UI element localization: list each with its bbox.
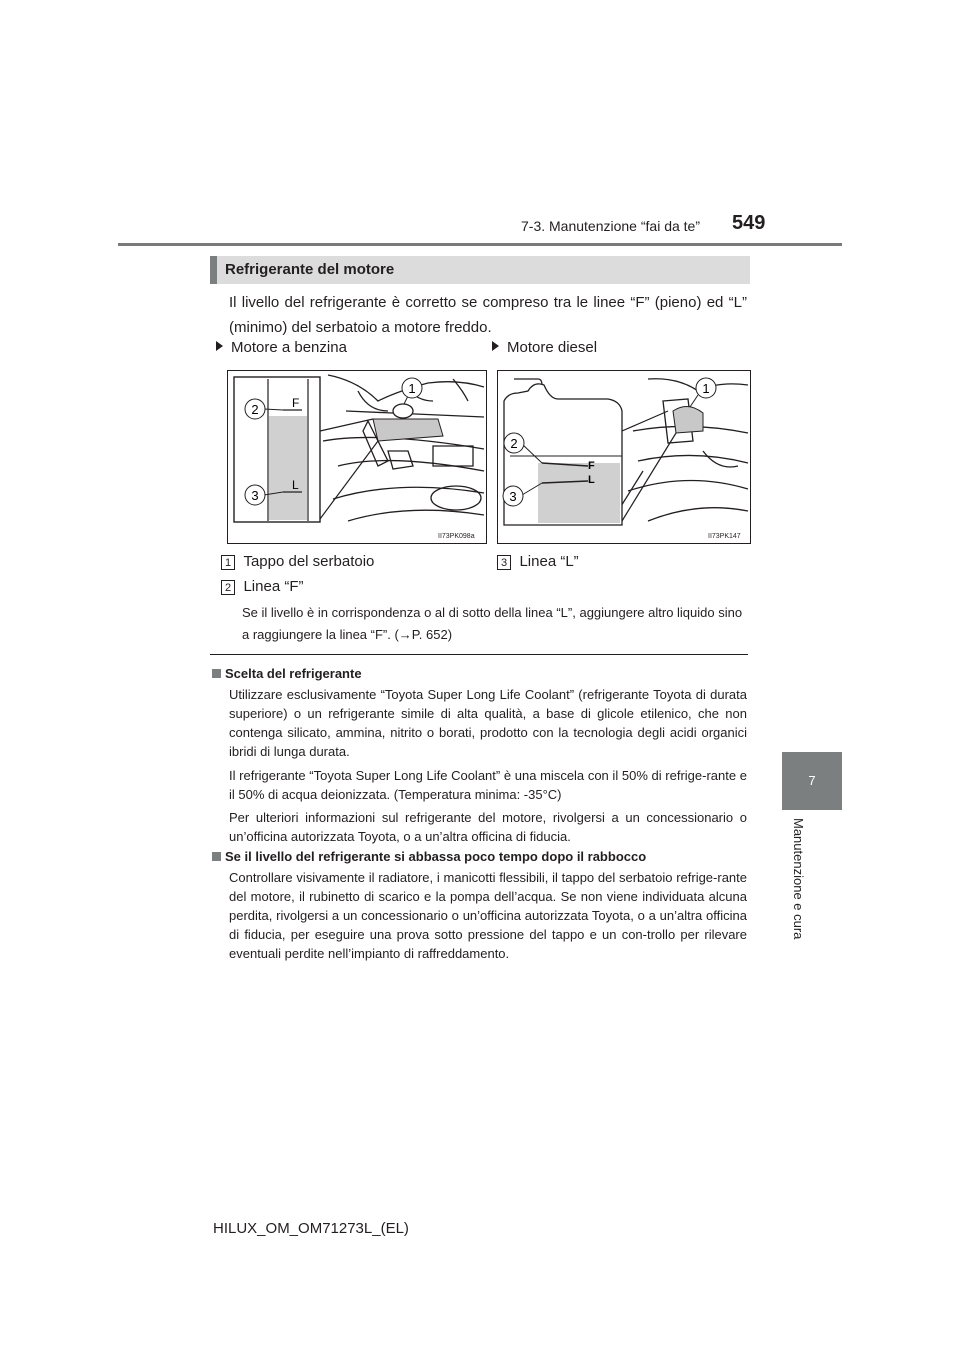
coolant-choice-paragraph-2: Il refrigerante “Toyota Super Long Life Coolant” è una miscela con il 50% di refrige-rante e il 50% di acqua deionizzata. (Temperatura minima: -35°C) [229,768,747,802]
refill-note: Se il livello è in corrispondenza o al di sotto della linea “L”, aggiungere altro liquido sino a raggiungere la linea “F”. (→P. 652) [242,605,743,642]
low-mark-label: L [588,474,595,486]
coolant-choice-paragraph-3: Per ulteriori informazioni sul refrigerante del motore, rivolgersi a un concessionario o un’officina autorizzata Toyota, o a un’altra officina di fiducia. [229,810,747,844]
diesel-engine-illustration [498,371,750,543]
petrol-engine-figure [227,370,487,544]
legend-text: Linea “F” [243,578,304,595]
legend-number: 3 [497,555,511,570]
legend-item-1 [221,553,374,571]
intro-paragraph: Il livello del refrigerante è corretto se compreso tra le linee “F” (pieno) ed “L” (minimo) del serbatoio a motore freddo. [229,294,747,336]
legend-number: 1 [221,555,235,570]
coolant-choice-heading: Scelta del refrigerante [212,666,362,681]
section-title-accent [210,256,217,284]
legend-text: Linea “L” [519,553,579,570]
running-header: 7-3. Manutenzione “fai da te” [521,218,700,234]
callout-2: 2 [510,436,518,451]
coolant-drop-paragraph: Controllare visivamente il radiatore, i manicotti flessibili, il tappo del serbatoio refrige-rante del motore, il rubinetto di scarico e la pompa dell’acqua. Se non viene individuata alcuna perdita, rivolgersi a un concessionario o un’officina autorizzata Toyota, o a un’altra officina di fiducia, per eseguire una prova sotto pressione del tappo e un con-trollo per rilevare eventuali perdite nell’impianto di raffreddamento. [229,870,747,961]
document-footer: HILUX_OM_OM71273L_(EL) [213,1220,409,1237]
callout-3: 3 [251,488,259,503]
legend-item-2 [221,578,303,596]
arrow-right-icon [492,341,499,351]
separator-rule [210,654,748,655]
square-bullet-icon [212,852,221,861]
section-title: Refrigerante del motore [225,261,395,278]
coolant-choice-paragraph-1: Utilizzare esclusivamente “Toyota Super Long Life Coolant” (refrigerante Toyota di durata superiore) o un refrigerante simile di alta qualità, a base di glicole etilenico, che non contenga silicato, ammina, nitrito o borati, prodotto con la tecnologia degli acidi organici ibridi di lunga durata. [229,687,747,759]
low-mark-label: L [292,478,299,492]
legend-number: 2 [221,580,235,595]
page-number: 549 [732,212,766,234]
petrol-figure-code: II73PK098a [438,533,475,540]
petrol-engine-heading: Motore a benzina [216,339,347,356]
legend-item-3 [497,553,579,571]
chapter-tab: 7 [782,752,842,810]
diesel-engine-heading: Motore diesel [492,339,597,356]
chapter-title: Manutenzione e cura [791,818,806,940]
callout-1: 1 [702,381,710,396]
callout-2: 2 [251,402,259,417]
callout-1: 1 [408,381,416,396]
header-rule [118,243,842,246]
full-mark-label: F [292,396,300,410]
legend-text: Tappo del serbatoio [243,553,375,570]
square-bullet-icon [212,669,221,678]
callout-3: 3 [509,489,517,504]
coolant-drop-heading: Se il livello del refrigerante si abbassa poco tempo dopo il rabbocco [212,849,646,864]
full-mark-label: F [588,460,595,472]
diesel-figure-code: II73PK147 [708,533,741,540]
diesel-engine-figure [497,370,751,544]
petrol-engine-illustration [228,371,486,543]
arrow-right-icon [216,341,223,351]
